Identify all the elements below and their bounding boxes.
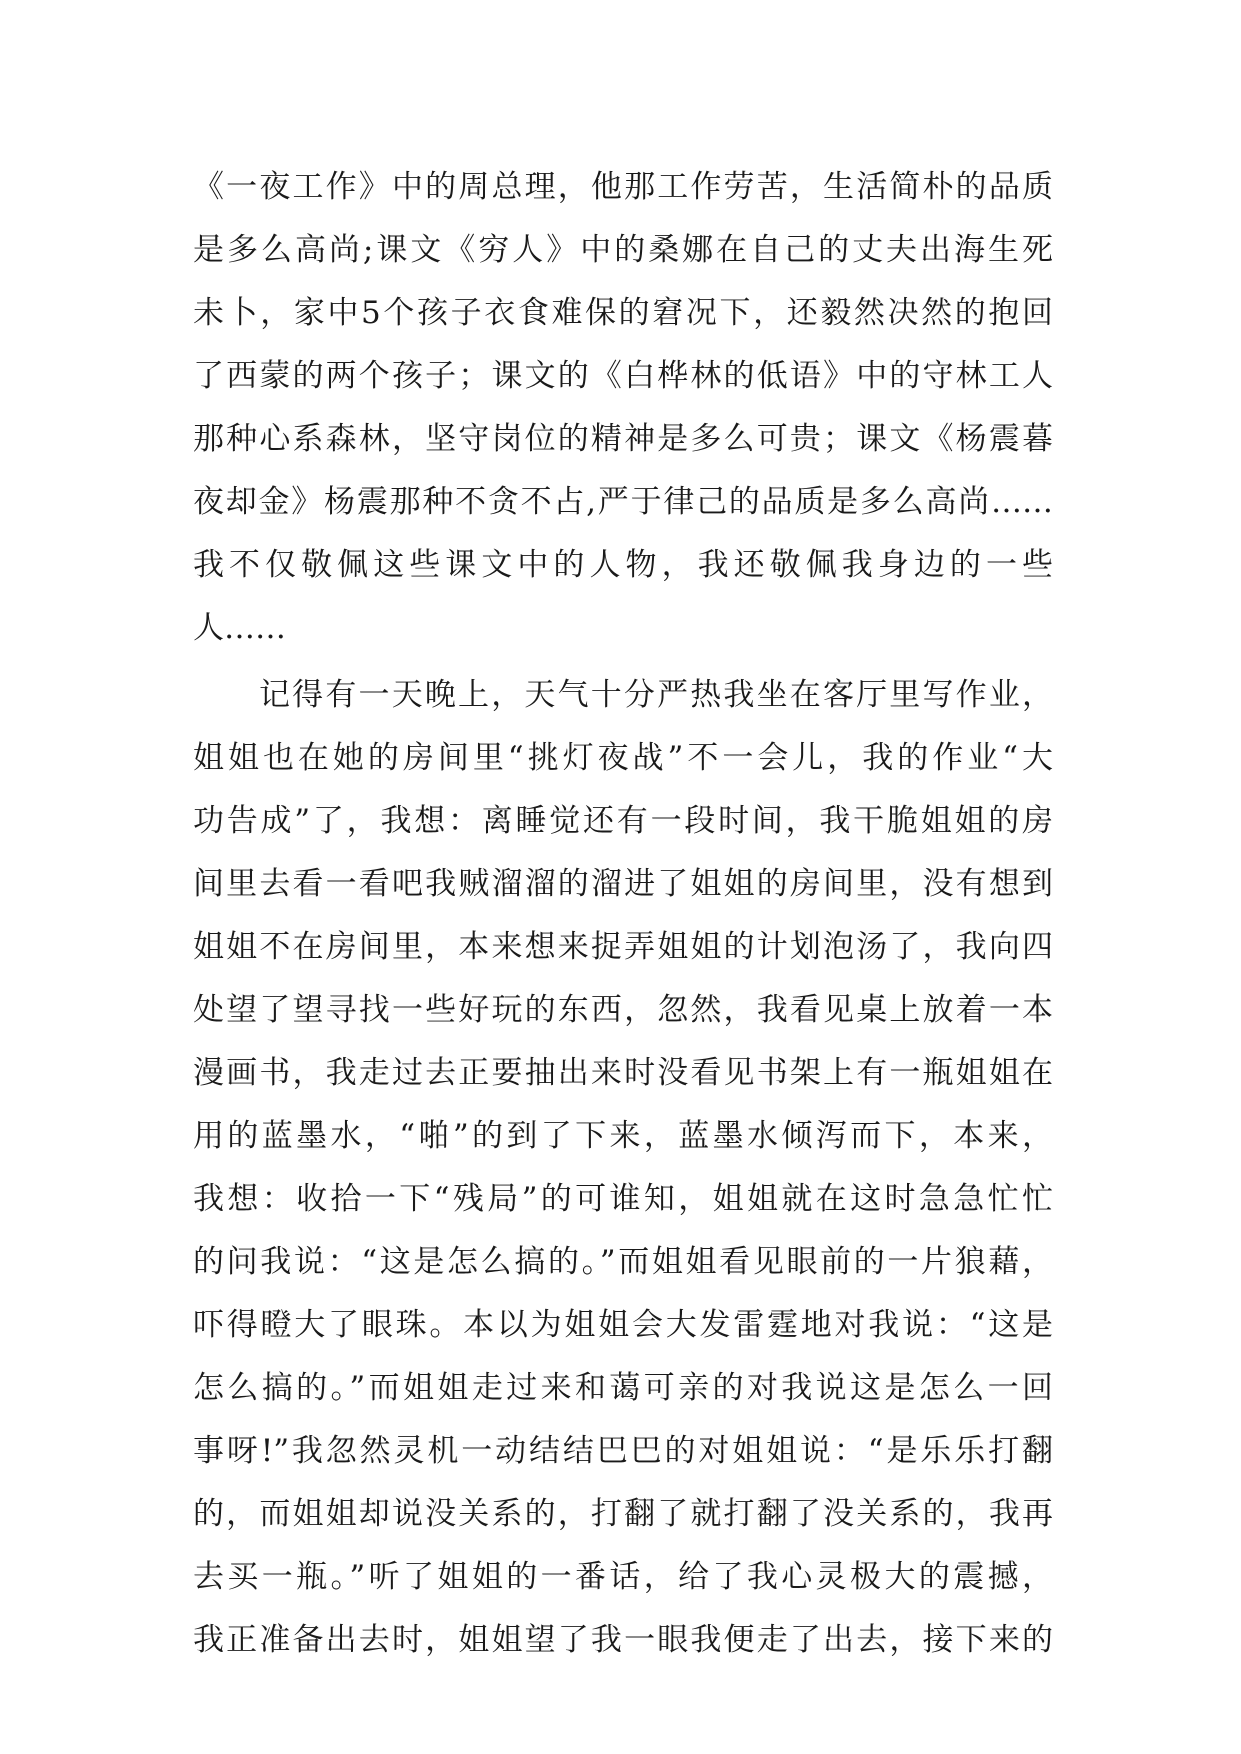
text-line: 用的蓝墨水，“啪”的到了下来，蓝墨水倾泻而下，本来， — [193, 1118, 1053, 1154]
text-line: 处望了望寻找一些好玩的东西，忽然，我看见桌上放着一本 — [193, 992, 1053, 1028]
text-line: 事呀!”我忽然灵机一动结结巴巴的对姐姐说：“是乐乐打翻 — [193, 1433, 1053, 1469]
text-line: 怎么搞的。”而姐姐走过来和蔼可亲的对我说这是怎么一回 — [193, 1370, 1053, 1406]
text-line: 未卜，家中5个孩子衣食难保的窘况下，还毅然决然的抱回 — [193, 295, 1053, 331]
body-text — [193, 156, 1053, 1672]
text-line: 我不仅敬佩这些课文中的人物，我还敬佩我身边的一些 — [193, 547, 1053, 583]
text-line: 姐姐不在房间里，本来想来捉弄姐姐的计划泡汤了，我向四 — [193, 929, 1053, 965]
text-line: 姐姐也在她的房间里“挑灯夜战”不一会儿，我的作业“大 — [193, 740, 1053, 776]
text-line: 《一夜工作》中的周总理，他那工作劳苦，生活简朴的品质 — [193, 169, 1053, 205]
text-line: 了西蒙的两个孩子；课文的《白桦林的低语》中的守林工人 — [193, 358, 1053, 394]
text-line: 的，而姐姐却说没关系的，打翻了就打翻了没关系的，我再 — [193, 1496, 1053, 1532]
text-line: 我正准备出去时，姐姐望了我一眼我便走了出去，接下来的 — [193, 1622, 1053, 1658]
text-line: 夜却金》杨震那种不贪不占,严于律己的品质是多么高尚…… — [193, 484, 1053, 520]
text-line: 的问我说：“这是怎么搞的。”而姐姐看见眼前的一片狼藉， — [193, 1244, 1053, 1280]
text-line: 漫画书，我走过去正要抽出来时没看见书架上有一瓶姐姐在 — [193, 1055, 1053, 1091]
text-line: 记得有一天晚上，天气十分严热我坐在客厅里写作业， — [259, 677, 1053, 713]
paragraph-2 — [193, 664, 1053, 1672]
text-line: 人…… — [193, 610, 286, 646]
text-line: 去买一瓶。”听了姐姐的一番话，给了我心灵极大的震撼， — [193, 1559, 1053, 1595]
text-line: 我想：收拾一下“残局”的可谁知，姐姐就在这时急急忙忙 — [193, 1181, 1053, 1217]
text-line: 那种心系森林，坚守岗位的精神是多么可贵；课文《杨震暮 — [193, 421, 1053, 457]
text-line: 间里去看一看吧我贼溜溜的溜进了姐姐的房间里，没有想到 — [193, 866, 1053, 902]
text-line: 功告成”了，我想：离睡觉还有一段时间，我干脆姐姐的房 — [193, 803, 1053, 839]
paragraph-1 — [193, 156, 1053, 660]
text-line: 是多么高尚;课文《穷人》中的桑娜在自己的丈夫出海生死 — [193, 232, 1053, 268]
text-line: 吓得瞪大了眼珠。本以为姐姐会大发雷霆地对我说：“这是 — [193, 1307, 1053, 1343]
